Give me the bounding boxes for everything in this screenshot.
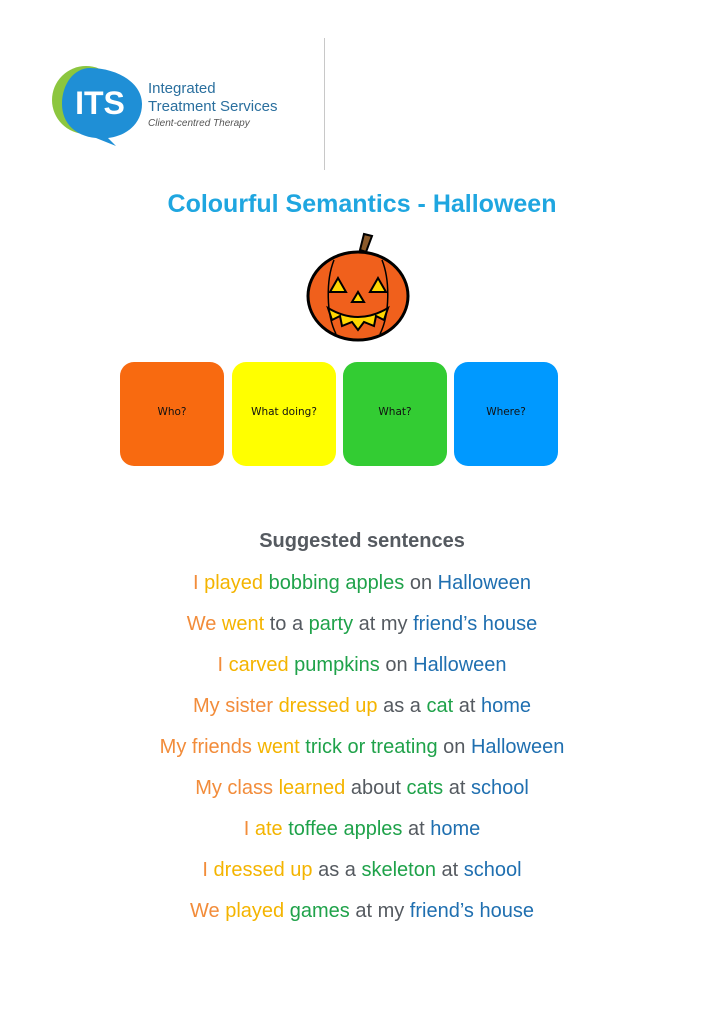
sentence-9 [0,894,724,935]
sentence-part-what: skeleton [361,859,436,881]
card-who [120,362,224,466]
sentence-list [0,566,724,935]
suggested-sentences-heading: Suggested sentences [259,530,465,552]
its-logo-mark [50,62,146,146]
sentence-part-doing: carved [228,654,289,676]
sentence-8 [0,853,724,894]
sentence-part-who: I [217,654,224,676]
sentence-part-plain: on [409,572,433,594]
logo-line-1: Integrated [148,80,216,97]
sentence-3 [0,648,724,689]
sentence-part-where: home [480,695,531,717]
sentence-1 [0,566,724,607]
sentence-part-what: toffee apples [288,818,403,840]
colourful-semantics-cards [118,362,560,468]
sentence-part-who: We [190,900,220,922]
card-what-label: What? [378,406,412,418]
sentence-part-what: cats [406,777,444,799]
sentence-part-where: Halloween [470,736,565,758]
sentence-part-plain: at [448,777,466,799]
card-what [343,362,447,466]
sentence-part-where: school [470,777,529,799]
header-divider [324,38,325,170]
sentence-part-what: trick or treating [305,736,438,758]
sentence-part-plain: at [407,818,425,840]
logo-line-2: Treatment Services [148,98,278,115]
sentence-part-where: Halloween [413,654,507,676]
sentence-part-who: We [186,613,217,635]
sentence-part-who: I [202,859,208,881]
logo-line-3: Client-centred Therapy [148,118,250,129]
page-title: Colourful Semantics - Halloween [167,190,557,218]
card-where [454,362,558,466]
sentence-part-who: My class [195,777,273,799]
sentence-part-doing: dressed up [213,859,313,881]
sentence-part-what: cat [426,695,454,717]
pumpkin-icon [304,230,412,342]
sentence-7 [0,812,724,853]
sentence-part-who: I [243,818,250,840]
card-what-doing [232,362,336,466]
sentence-2 [0,607,724,648]
sentence-part-what: party [308,613,354,635]
sentence-part-what: bobbing apples [268,572,405,594]
sentence-part-doing: ate [254,818,283,840]
sentence-part-plain: at my [355,900,405,922]
sentence-part-doing: learned [278,777,346,799]
sentence-part-plain: on [385,654,408,676]
sentence-part-plain: to a [269,613,304,635]
sentence-part-where: school [463,859,522,881]
card-who-label: Who? [157,406,187,418]
card-where-label: Where? [486,406,526,418]
sentence-part-doing: dressed up [278,695,378,717]
sentence-part-doing: played [225,900,285,922]
sentence-part-doing: played [204,572,264,594]
sentence-part-plain: about [350,777,401,799]
sentence-5 [0,730,724,771]
sentence-part-plain: at [458,695,476,717]
logo-text [148,80,278,132]
sentence-part-who: My sister [193,695,273,717]
sentence-part-plain: at [441,859,459,881]
sentence-part-doing: went [257,736,300,758]
sentence-part-where: friend’s house [413,613,538,635]
sentence-part-what: pumpkins [294,654,380,676]
sentence-4 [0,689,724,730]
sentence-part-who: I [192,572,199,594]
sentence-part-plain: on [443,736,466,758]
card-what-doing-label: What doing? [251,406,317,418]
sentence-part-plain: as a [318,859,356,881]
sentence-part-who: My friends [159,736,252,758]
logo-mark-text: ITS [75,85,125,121]
sentence-part-what: games [289,900,350,922]
sentence-part-where: home [430,818,481,840]
its-logo [50,62,310,146]
sentence-part-where: Halloween [437,572,532,594]
sentence-part-doing: went [221,613,265,635]
sentence-part-plain: at my [358,613,408,635]
sentence-part-where: friend’s house [409,900,534,922]
sentence-6 [0,771,724,812]
sentence-part-plain: as a [383,695,421,717]
